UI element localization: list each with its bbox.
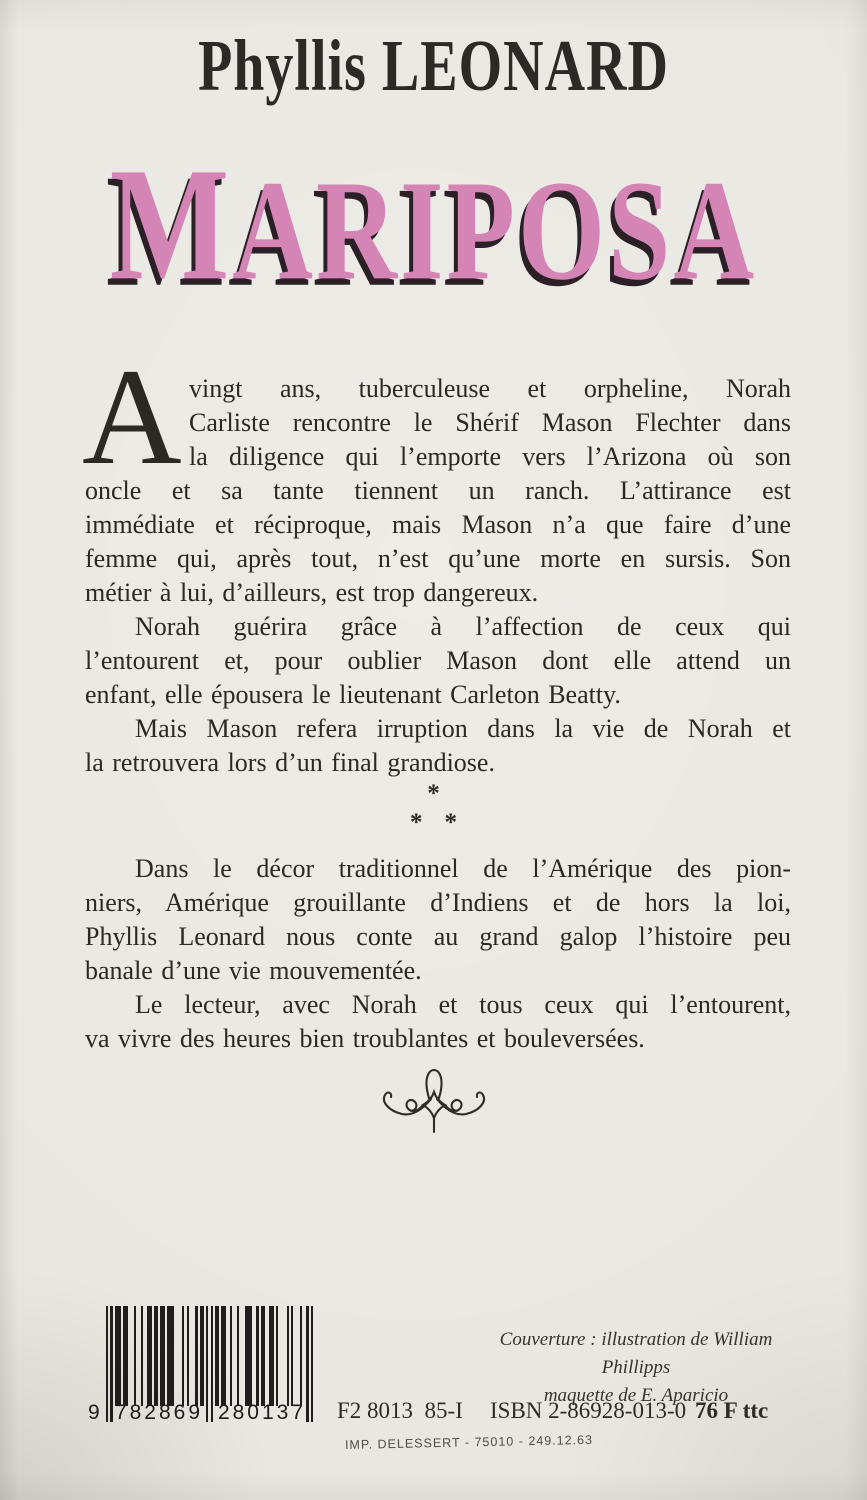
body-line: va vivre des heures bien troublantes et bouleversées.: [85, 1024, 645, 1053]
barcode-bar: [195, 1306, 197, 1406]
paragraph: [85, 988, 791, 1056]
body-line: la retrouvera lors d’un final grandiose.: [85, 748, 495, 777]
barcode-bar: [291, 1306, 293, 1406]
barcode-bar: [154, 1306, 158, 1406]
body-line: vingt ans, tuberculeuse et orpheline, Norah: [189, 374, 791, 403]
body-line: femme qui, après tout, n’est qu’une morte en sursis. Son: [85, 544, 791, 573]
body-line: Le lecteur, avec Norah et tous ceux qui l’entourent,: [135, 990, 791, 1019]
barcode-bar: [200, 1306, 204, 1406]
barcode-bar: [182, 1306, 184, 1406]
paragraph: [85, 712, 791, 780]
title-initial: M: [109, 135, 233, 315]
barcode-bar: [230, 1306, 232, 1406]
asterisk-icon: *: [427, 780, 440, 807]
blurb-bottom: [85, 852, 791, 1056]
barcode-bar: [211, 1306, 213, 1422]
body-line: Mais Mason refera irruption dans la vie de Norah et: [135, 714, 791, 743]
paragraph: [82, 340, 791, 610]
body-line: banale d’une vie mouvementée.: [85, 956, 422, 985]
body-line: Carliste rencontre le Shérif Mason Flechter dans: [189, 408, 791, 437]
barcode-bar: [115, 1306, 122, 1406]
barcode-bar: [160, 1306, 164, 1406]
asterisk-icon: *: [444, 809, 457, 836]
barcode-bar: [276, 1306, 278, 1406]
isbn: ISBN 2-86928-013-0: [490, 1398, 687, 1423]
barcode-bar: [187, 1306, 189, 1406]
body-line: Norah guérira grâce à l’affection de ceux qui: [135, 612, 791, 641]
body-line: enfant, elle épousera le lieutenant Carleton Beatty.: [85, 680, 621, 709]
body-line: métier à lui, d’ailleurs, est trop dangereux.: [85, 578, 539, 607]
barcode-bar: [206, 1306, 208, 1422]
barcode-bar: [256, 1306, 258, 1406]
barcode-bar: [167, 1306, 174, 1406]
credit-line-layout: maquette de E. Aparicio: [543, 1385, 729, 1406]
asterisk-separator: [0, 781, 867, 835]
barcode-bar: [221, 1306, 225, 1406]
blurb-top: [82, 340, 791, 780]
barcode-bar: [141, 1306, 143, 1406]
body-line: oncle et sa tante tiennent un ranch. L’attirance est: [85, 476, 791, 505]
barcode-bar: [300, 1306, 302, 1406]
printer-imprint: IMP. DELESSERT - 75010 - 249.12.63: [344, 1432, 594, 1452]
barcode-bar: [123, 1306, 127, 1406]
asterisk-icon: *: [410, 809, 423, 836]
paragraph: [85, 610, 791, 712]
body-line: niers, Amérique grouillante d’Indiens et de hors la loi,: [85, 888, 791, 917]
barcode-bar: [215, 1306, 219, 1406]
barcode-bar: [134, 1306, 136, 1406]
barcode-digits-left: 782869: [114, 1401, 204, 1424]
body-line: immédiate et réciproque, mais Mason n’a que faire d’une: [85, 510, 791, 539]
barcode-bar: [147, 1306, 151, 1406]
barcode-bar: [106, 1306, 108, 1422]
book-title: [0, 135, 867, 315]
edition-code: F2 8013 85-I: [337, 1398, 463, 1423]
barcode-digits-right: 280137: [217, 1401, 307, 1424]
barcode-bar: [237, 1306, 239, 1406]
price: 76 F ttc: [695, 1398, 769, 1423]
barcode-bar: [287, 1306, 289, 1406]
flourish-ornament-icon: [372, 1066, 496, 1136]
body-line: Phyllis Leonard nous conte au grand galop l’histoire peu: [85, 922, 791, 951]
barcode-bar: [311, 1306, 313, 1422]
barcode: [88, 1306, 314, 1426]
author-name: Phyllis LEONARD: [198, 26, 669, 107]
credit-line-illustration: Couverture : illustration de William Phillipps: [499, 1329, 773, 1378]
barcode-bar: [269, 1306, 273, 1406]
title-rest: ARIPOSA: [232, 151, 758, 311]
barcode-bar: [245, 1306, 252, 1406]
body-line: la diligence qui l’emporte vers l’Arizona où son: [189, 442, 791, 471]
body-line: Dans le décor traditionnel de l’Amérique des pion-: [135, 854, 791, 883]
drop-cap: A: [82, 340, 182, 493]
barcode-bar: [261, 1306, 265, 1406]
paragraph: [85, 852, 791, 988]
barcode-digit-prefix: 9: [88, 1401, 100, 1424]
body-line: l’entourent et, pour oublier Mason dont elle attend un: [85, 646, 791, 675]
